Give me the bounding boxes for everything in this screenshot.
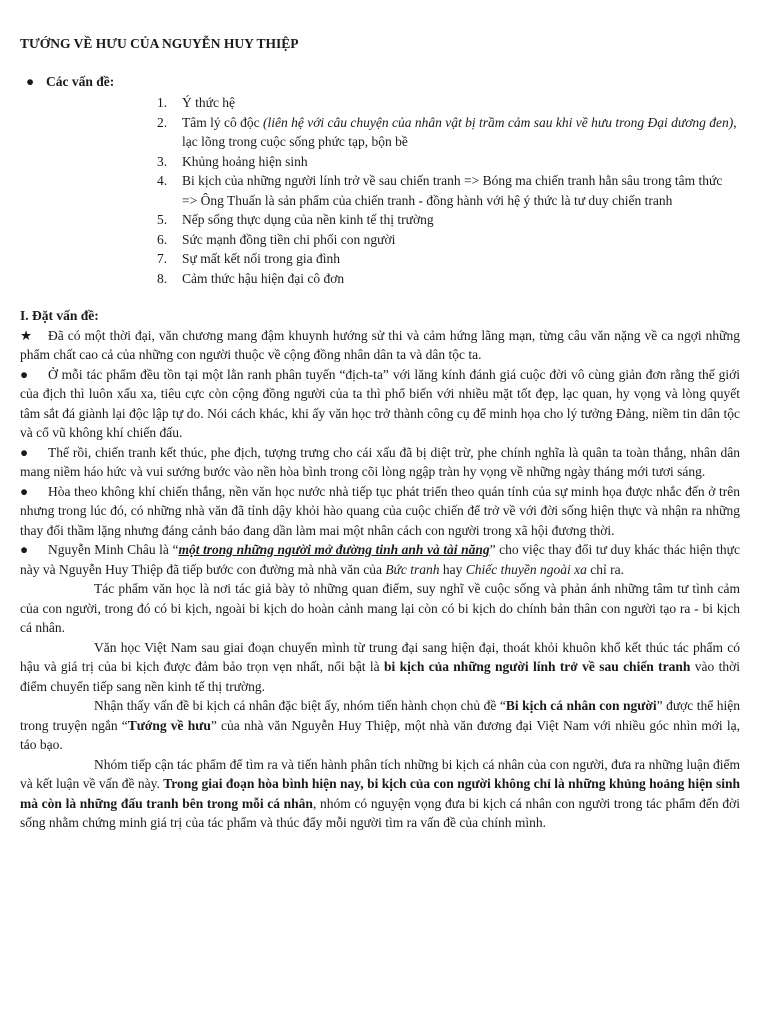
paragraph: Nhận thấy vấn đề bi kịch cá nhân đặc biệt ấy, nhóm tiến hành chọn chủ đề “Bi kịch cá nhân con người” được thể hiện trong truyện ngắn “Tướng về hưu” của nhà văn Nguyễn Huy Thiệp, một nhà văn đương đại Việt Nam với nhiều góc nhìn mới lạ, táo bạo.	[20, 698, 740, 752]
paragraph: Nhóm tiếp cận tác phẩm để tìm ra và tiến hành phân tích những bi kịch cá nhân của con người, đưa ra những luận điểm và kết luận về vấn đề này. Trong giai đoạn hòa bình hiện nay, bi kịch của con người không chỉ là những khủng hoảng hiện sinh mà còn là những đấu tranh bên trong mỗi cá nhân, nhóm có nguyện vọng đưa bi kịch cá nhân con người trong tác phẩm đến đời sống nhằm chứng minh giá trị của tác phẩm và thúc đẩy mỗi người tìm ra vấn đề của chính mình.	[20, 756, 740, 830]
list-item: 6. Sức mạnh đồng tiền chi phối con người	[157, 231, 396, 247]
bullet-icon: ●	[20, 483, 29, 499]
list-item: 4. Bi kịch của những người lính trở về sau chiến tranh => Bóng ma chiến tranh hằn sâu trong tâm thức => Ông Thuấn là sản phẩm của chiến tranh - đồng hành với hệ ý thức là tư duy chiến tranh	[157, 173, 723, 208]
paragraph: ● Ở mỗi tác phẩm đều tồn tại một lằn ranh phân tuyến “địch-ta” với lăng kính đánh giá cuộc đời vô cùng giản đơn rằng thế giới của địch thì luôn xấu xa, tiêu cực còn cộng đồng người của ta thì phổ biến với nhiều mặt tốt đẹp, lạc quan, hy vọng và lòng quyết tâm sắt đá giành lại độc lập tự do. Nói cách khác, khi ấy văn học trở thành công cụ để minh họa cho lý tưởng Đảng, niềm tin dân tộc và cổ vũ không khí chiến đấu.	[20, 366, 740, 440]
paragraph: ● Nguyễn Minh Châu là “một trong những người mở đường tinh anh và tài năng” cho việc thay đổi tư duy khác thác hiện thực này và Nguyễn Huy Thiệp đã tiếp bước con đường mà nhà văn của Bức tranh hay Chiếc thuyền ngoài xa chỉ ra.	[20, 542, 740, 577]
document-title: TƯỚNG VỀ HƯU CỦA NGUYỄN HUY THIỆP	[20, 36, 299, 51]
list-item: 3. Khủng hoảng hiện sinh	[157, 153, 308, 169]
issues-heading	[26, 72, 740, 92]
paragraph: ★ Đã có một thời đại, văn chương mang đậm khuynh hướng sử thi và cảm hứng lãng mạn, từng câu văn nặng về ca ngợi những phẩm chất cao cả của những con người thuộc về cộng đồng nhân dân ta và dân tộc ta.	[20, 327, 740, 362]
bullet-icon: ●	[20, 542, 29, 557]
list-item: 5. Nếp sống thực dụng của nền kinh tế thị trường	[157, 212, 434, 227]
paragraph: Văn học Việt Nam sau giai đoạn chuyển mình từ trung đại sang hiện đại, thoát khỏi khuôn khổ kết thúc tác phẩm có hậu và giá trị của bi kịch được đảm bảo trọn vẹn nhất, nổi bật là bi kịch của những người lính trở về sau chiến tranh vào thời điểm chuyển tiếp sang nền kinh tế thị trường.	[20, 639, 740, 694]
paragraph: Tác phẩm văn học là nơi tác giả bày tỏ những quan điểm, suy nghĩ về cuộc sống và phản ánh những tâm tư tình cảm của con người, trong đó có bi kịch, ngoài bi kịch do hoàn cảnh mang lại còn có bi kịch do chính bản thân con người tạo ra - bi kịch cá nhân.	[20, 581, 740, 635]
issues-list	[20, 93, 740, 288]
list-item: 7. Sự mất kết nối trong gia đình	[157, 251, 341, 266]
bullet-icon: ●	[26, 73, 35, 89]
list-item: 2. Tâm lý cô độc (liên hệ với câu chuyện của nhân vật bị trầm cảm sau khi về hưu trong Đại dương đen), lạc lõng trong cuộc sống phức tạp, bộn bề	[157, 114, 737, 149]
quote-highlight: một trong những người mở đường tinh anh và tài năng	[178, 542, 490, 557]
list-item: 8. Cảm thức hậu hiện đại cô đơn	[157, 270, 345, 286]
bullet-icon: ●	[20, 366, 29, 382]
list-item: 1. Ý thức hệ	[157, 95, 236, 110]
section-heading: I. Đặt vấn đề:	[20, 308, 99, 323]
paragraph: ● Thế rồi, chiến tranh kết thúc, phe địch, tượng trưng cho cái xấu đã bị diệt trừ, phe chính nghĩa là quân ta toàn thắng, nhân dân mang niềm háo hức và vui sướng bước vào nền hòa bình trong cõi lòng ngập tràn hy vọng về những ngày tháng mới tươi sáng.	[20, 444, 740, 479]
paragraph: ● Hòa theo không khí chiến thắng, nền văn học nước nhà tiếp tục phát triển theo quán tính của sự minh họa được nhắc đến ở trên nhưng trong lúc đó, có những nhà văn đã tỉnh dậy khỏi hào quang của cuộc chiến để trở về với đời sống hiện thực và nhận ra những thay đổi thầm lặng nhưng đáng cảnh báo đang dần làm mai một nhân cách con người trong xã hội đương thời.	[20, 483, 740, 538]
issues-label: Các vấn đề:	[46, 73, 115, 89]
bullet-icon: ●	[20, 444, 29, 460]
star-icon: ★	[20, 327, 33, 343]
